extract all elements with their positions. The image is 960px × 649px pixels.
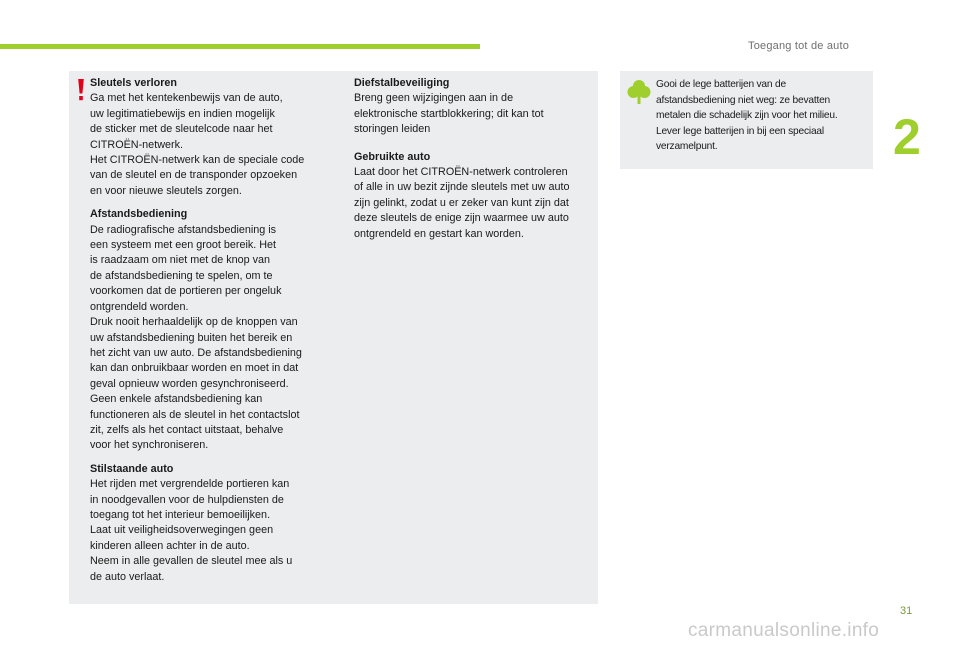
- parked-car-text: Het rijden met vergrendelde portieren kan in noodgevallen voor de hulpdiensten de toegang tot het interieur bemoeilijken. Laat uit veiligheidsoverwegingen geen kinderen alleen achter in de auto. Neem in alle gevallen de sleutel mee als u de auto verlaat.: [90, 478, 293, 583]
- warning-middle-column: [354, 76, 594, 250]
- lost-keys-heading: Sleutels verloren: [90, 77, 178, 89]
- anti-theft-heading: Diefstalbeveiliging: [354, 77, 450, 89]
- section-title: Toegang tot de auto: [748, 40, 850, 52]
- watermark: carmanualsonline.info: [688, 620, 880, 641]
- environment-note-text: Gooi de lege batterijen van de afstandsbediening niet weg: ze bevatten metalen die schadelijk zijn voor het milieu. Lever lege batterijen in bij een speciaal verzamelpunt.: [656, 79, 838, 153]
- exclamation-icon: [76, 78, 86, 102]
- tree-icon: [627, 79, 651, 105]
- remote-control-heading: Afstandsbediening: [90, 208, 188, 221]
- chapter-number: 2: [893, 109, 921, 165]
- lost-keys-section: [90, 76, 340, 199]
- used-car-section: [354, 150, 594, 242]
- anti-theft-section: [354, 76, 594, 138]
- used-car-heading: Gebruikte auto: [354, 150, 431, 163]
- anti-theft-text: Breng geen wijzigingen aan in de elektronische startblokkering; dit kan tot storingen leiden: [354, 92, 544, 136]
- page-number: 31: [900, 605, 913, 617]
- used-car-text: Laat door het CITROËN-netwerk controleren of alle in uw bezit zijnde sleutels met uw auto zijn gelinkt, zodat u er zeker van kunt zijn dat deze sleutels de enige zijn waarmee uw auto ontgrendeld en gestart kan worden.: [354, 166, 570, 240]
- header-accent-bar: [0, 44, 480, 49]
- parked-car-section: [90, 462, 340, 585]
- warning-left-column: [90, 76, 340, 593]
- remote-control-text: De radiografische afstandsbediening is een systeem met een groot bereik. Het is raadzaam om niet met de knop van de afstandsbediening te spelen, om te voorkomen dat de portieren per ongeluk ontgrendeld worden. Druk nooit herhaaldelijk op de knoppen van uw afstandsbediening buiten het bereik en het zicht van uw auto. De afstandsbediening kan dan onbruikbaar worden en moet in dat geval opnieuw worden gesynchroniseerd. Geen enkele afstandsbediening kan functioneren als de sleutel in het contactslot zit, zelfs als het contact uitstaat, behalve voor het synchroniseren.: [90, 223, 302, 452]
- remote-control-section: [90, 207, 340, 454]
- lost-keys-text: Ga met het kentekenbewijs van de auto, uw legitimatiebewijs en indien mogelijk de sticker met de sleutelcode naar het CITROËN-netwerk. Het CITROËN-netwerk kan de speciale code van de sleutel en de transponder opzoeken en voor nieuwe sleutels zorgen.: [90, 92, 305, 197]
- parked-car-heading: Stilstaande auto: [90, 462, 174, 475]
